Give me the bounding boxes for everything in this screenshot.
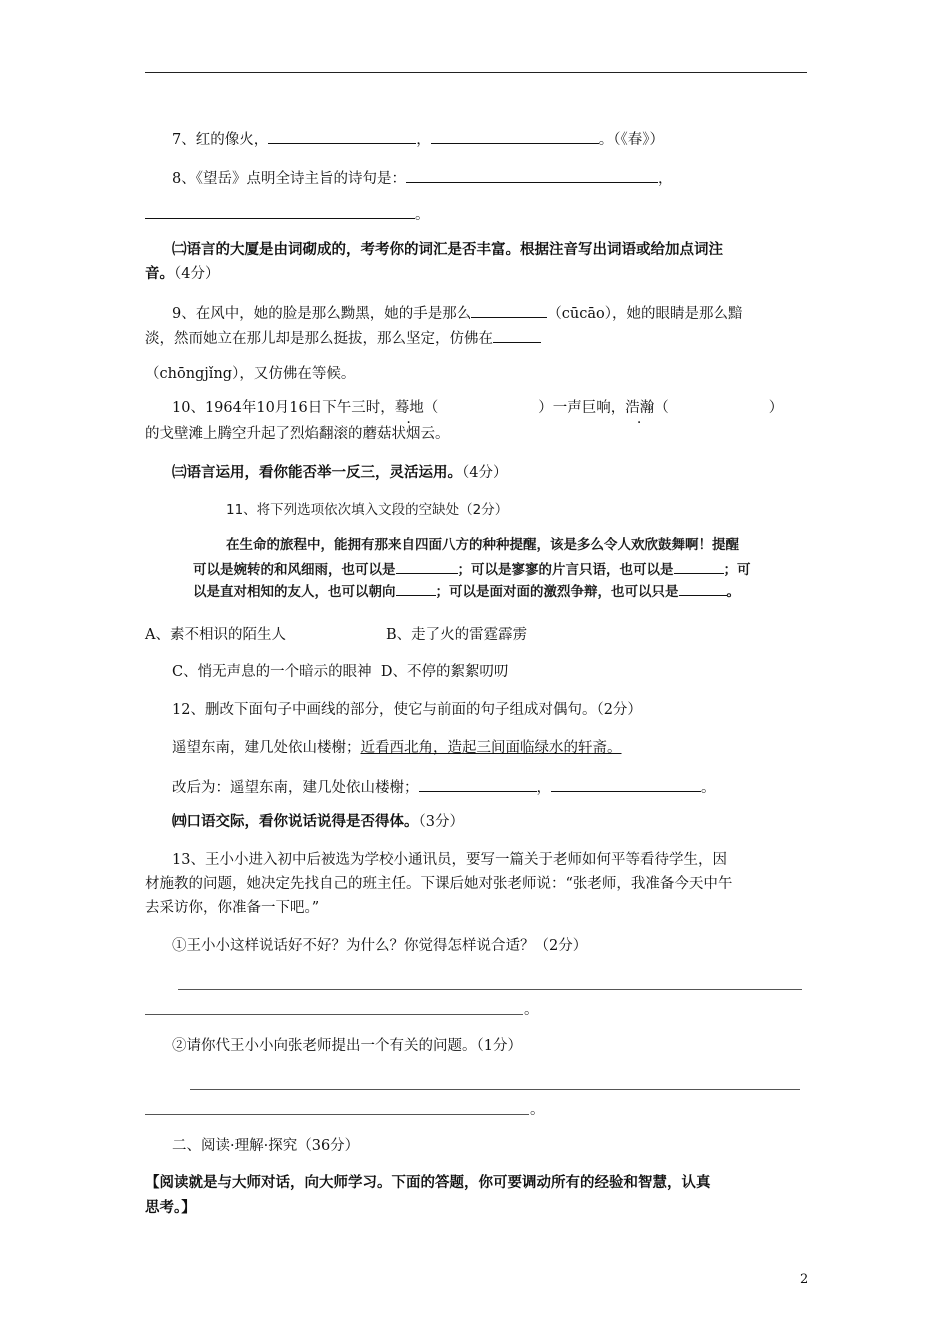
section-4-title-text: ㈣口语交际，看你说话说得是否得体。 bbox=[172, 813, 419, 830]
question-7 bbox=[172, 128, 664, 150]
q10-text: 10、1964年10月16日下午三时， bbox=[172, 400, 395, 416]
q11-passage-text: 在生命的旅程中，能拥有那来自四面八方的种种提醒，该是多么令人欢欣鼓舞啊！提醒 bbox=[226, 537, 739, 553]
page-number bbox=[800, 1272, 808, 1287]
part-2-intro-text: 【阅读就是与大师对话，向大师学习。下面的答题，你可要调动所有的经验和智慧，认真 bbox=[145, 1174, 711, 1191]
question-13-line2 bbox=[145, 874, 732, 894]
q13-sub2-text: ②请你代王小小向张老师提出一个有关的问题。（1分） bbox=[172, 1038, 522, 1054]
answer-blank[interactable] bbox=[406, 167, 658, 183]
q13-text: 13、王小小进入初中后被选为学校小通讯员，要写一篇关于老师如何平等看待学生，因 bbox=[172, 852, 727, 868]
question-11-title bbox=[226, 500, 508, 520]
answer-line[interactable] bbox=[178, 989, 802, 990]
option-a-text: A、素不相识的陌生人 bbox=[145, 627, 286, 643]
q11-option-b bbox=[386, 625, 527, 645]
question-10-line2 bbox=[145, 424, 450, 444]
header-rule bbox=[145, 72, 807, 73]
q10-text-3: 的戈壁滩上腾空升起了烈焰翻滚的蘑菇状烟云。 bbox=[145, 426, 450, 442]
q11-passage-text: 可以是婉转的和风细雨，也可以是 bbox=[193, 562, 396, 578]
section-2-title bbox=[172, 240, 723, 260]
question-13-sub2 bbox=[172, 1036, 522, 1056]
q10-word-2: 浩瀚 bbox=[625, 400, 655, 416]
part-2-intro-line1 bbox=[145, 1173, 711, 1193]
part-2-title-text: 二、阅读·理解·探究（36分） bbox=[172, 1138, 360, 1154]
part-2-intro-line2 bbox=[145, 1198, 196, 1218]
q13-sub2-end bbox=[530, 1100, 545, 1120]
q12-sentence-text: 遥望东南，建几处依山楼榭； bbox=[172, 740, 361, 756]
section-2-title-text: ㈡语言的大厦是由词砌成的，考考你的词汇是否丰富。根据注音写出词语或给加点词注 bbox=[172, 241, 723, 258]
q10-paren-close: ） bbox=[768, 400, 784, 416]
question-11-passage-line1 bbox=[226, 535, 739, 555]
question-13-sub1 bbox=[172, 936, 587, 956]
question-9-line3 bbox=[145, 364, 355, 384]
q7-text: 7、红的像火， bbox=[172, 132, 269, 148]
answer-blank[interactable] bbox=[493, 327, 541, 343]
q13-text: 去采访你，你准备一下吧。” bbox=[145, 900, 320, 916]
answer-line[interactable] bbox=[145, 1114, 529, 1115]
answer-line[interactable] bbox=[145, 1014, 523, 1015]
answer-blank[interactable] bbox=[145, 203, 415, 219]
period: 。 bbox=[530, 1102, 545, 1118]
section-4-score: （3分） bbox=[418, 814, 464, 830]
q8-text: 8、《望岳》点明全诗主旨的诗句是： bbox=[172, 171, 406, 187]
q12-title-text: 12、删改下面句子中画线的部分，使它与前面的句子组成对偶句。（2分） bbox=[172, 702, 642, 718]
section-3-score: （4分） bbox=[462, 465, 508, 481]
q12-answer-text: 改后为：遥望东南，建几处依山楼榭； bbox=[172, 780, 419, 796]
q10-text-2: ）一声巨响， bbox=[538, 400, 626, 416]
question-10 bbox=[172, 398, 783, 418]
part-2-intro-text: 思考。】 bbox=[145, 1199, 196, 1216]
section-2-title-end: 音。 bbox=[145, 265, 174, 282]
part-2-title bbox=[172, 1136, 359, 1156]
page-number-text: 2 bbox=[800, 1272, 809, 1287]
q12-underlined-text: 近看西北角，造起三间面临绿水的轩斋。 bbox=[360, 740, 622, 756]
section-2-score: （4分） bbox=[174, 266, 220, 282]
answer-blank[interactable] bbox=[396, 558, 458, 574]
section-3-title bbox=[172, 463, 507, 483]
option-c-text: C、悄无声息的一个暗示的眼神 bbox=[172, 664, 372, 680]
answer-blank[interactable] bbox=[431, 128, 599, 144]
q11-passage-text: 以是直对相知的友人，也可以朝向 bbox=[193, 584, 396, 600]
q11-option-c-d bbox=[172, 662, 508, 682]
answer-line[interactable] bbox=[190, 1089, 800, 1090]
q12-end: 。 bbox=[701, 780, 716, 796]
q10-word-1: 蓦地 bbox=[394, 400, 424, 416]
question-11-passage-line3 bbox=[193, 580, 740, 602]
period: 。 bbox=[524, 1002, 539, 1018]
q13-sub1-text: ①王小小这样说话好不好？为什么？你觉得怎样说合适？（2分） bbox=[172, 938, 588, 954]
q13-sub1-end bbox=[524, 1000, 539, 1020]
q9-text-4: （chōngjǐng），又仿佛在等候。 bbox=[145, 366, 356, 382]
question-9-line2 bbox=[145, 327, 541, 349]
question-8 bbox=[172, 167, 672, 189]
answer-blank[interactable] bbox=[471, 302, 547, 318]
section-4-title bbox=[172, 812, 464, 832]
q11-passage-text: ；可以是面对面的激烈争辩，也可以只是 bbox=[435, 584, 679, 600]
section-3-title-text: ㈢语言运用，看你能否举一反三，灵活运用。 bbox=[172, 464, 462, 481]
q11-option-a bbox=[145, 625, 286, 645]
q9-text: 9、在风中，她的脸是那么黝黑，她的手是那么 bbox=[172, 306, 472, 322]
q11-passage-text: ；可以是寥寥的片言只语，也可以是 bbox=[457, 562, 674, 578]
q11-title-text: 11、将下列选项依次填入文段的空缺处（2分） bbox=[226, 502, 509, 518]
answer-blank[interactable] bbox=[419, 776, 537, 792]
q9-text-3: 淡，然而她立在那儿却是那么挺拔，那么坚定，仿佛在 bbox=[145, 331, 493, 347]
q7-source: 。（《春》） bbox=[598, 132, 664, 148]
question-11-passage-line2 bbox=[193, 558, 751, 580]
question-13-line3 bbox=[145, 898, 319, 918]
answer-blank[interactable] bbox=[674, 558, 724, 574]
answer-blank[interactable] bbox=[396, 580, 436, 596]
q8-end: 。 bbox=[415, 207, 430, 223]
q10-paren-open: （ bbox=[423, 400, 439, 416]
option-d-text: D、不停的絮絮叨叨 bbox=[380, 664, 509, 680]
q8-comma: ， bbox=[657, 171, 673, 187]
question-9 bbox=[172, 302, 742, 324]
q10-paren-open-2: （ bbox=[654, 400, 669, 416]
answer-blank[interactable] bbox=[551, 776, 701, 792]
q11-passage-text: ；可 bbox=[723, 562, 751, 578]
question-12 bbox=[172, 700, 642, 720]
question-12-answer bbox=[172, 776, 716, 798]
answer-blank[interactable] bbox=[268, 128, 416, 144]
q7-separator: ， bbox=[416, 132, 431, 148]
answer-blank[interactable] bbox=[679, 580, 727, 596]
question-12-sentence bbox=[172, 738, 622, 758]
q9-text-2: （cūcāo），她的眼睛是那么黯 bbox=[547, 306, 743, 322]
question-8-line2 bbox=[145, 203, 430, 225]
question-13-line1 bbox=[172, 850, 727, 870]
option-b-text: B、走了火的雷霆霹雳 bbox=[386, 627, 528, 643]
q12-comma: ， bbox=[536, 780, 551, 796]
q13-text: 材施教的问题，她决定先找自己的班主任。下课后她对张老师说：“张老师，我准备今天中午 bbox=[145, 876, 733, 892]
q11-passage-text: 。 bbox=[726, 584, 740, 600]
section-2-title-line2 bbox=[145, 264, 219, 284]
